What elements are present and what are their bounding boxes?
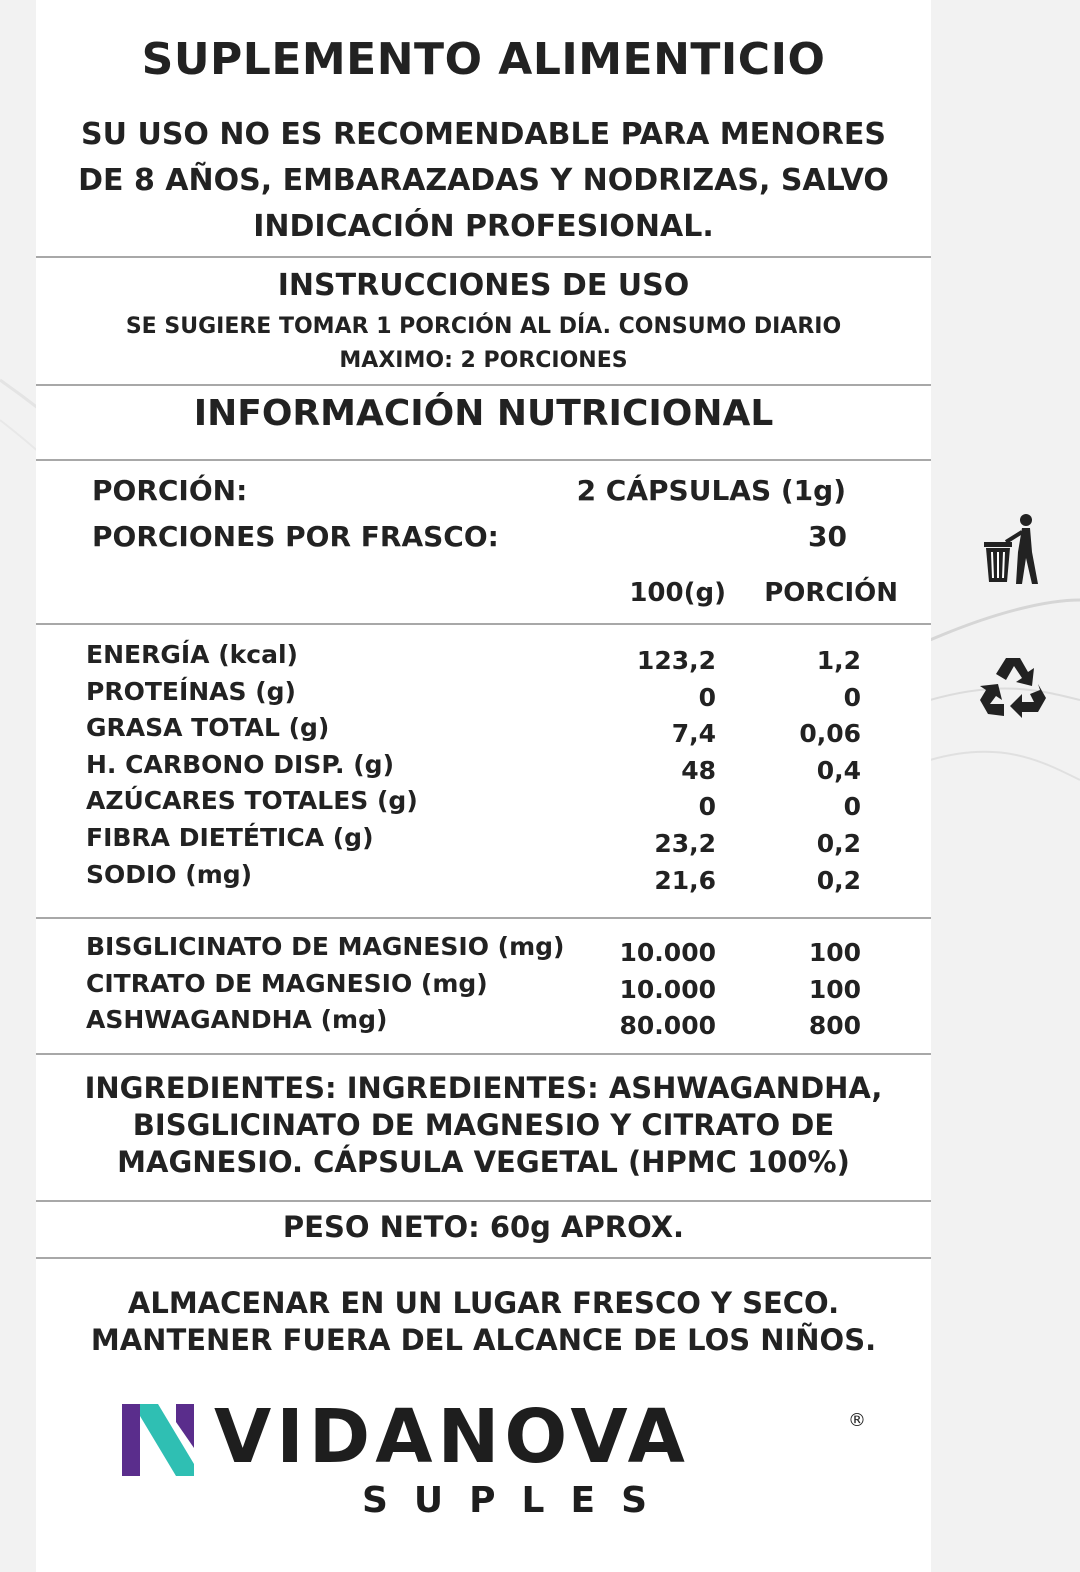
label-title: SUPLEMENTO ALIMENTICIO	[141, 34, 826, 85]
storage-line: ALMACENAR EN UN LUGAR FRESCO Y SECO.	[127, 1286, 840, 1320]
nutrient-value-100g: 7,4	[671, 719, 716, 749]
divider	[36, 1053, 931, 1055]
nutrient-row	[86, 1005, 876, 1041]
divider	[36, 623, 931, 625]
brand-logo	[122, 1394, 882, 1530]
divider	[36, 459, 931, 461]
nutrient-value-portion: 1,2	[816, 646, 861, 675]
usage-warning	[36, 112, 931, 250]
nutrient-name: BISGLICINATO DE MAGNESIO (mg)	[86, 932, 565, 961]
nutrient-name: ENERGÍA (kcal)	[86, 640, 298, 669]
servings-per-bottle-label: PORCIONES POR FRASCO:	[92, 520, 499, 553]
nutrition-label	[36, 0, 931, 1572]
serving-size-value: 2 CÁPSULAS (1g)	[576, 474, 846, 507]
nutrient-row	[86, 677, 876, 713]
nutrient-row	[86, 969, 876, 1005]
storage-instructions	[36, 1285, 931, 1359]
nutrient-row	[86, 786, 876, 822]
nutrient-name: ASHWAGANDHA (mg)	[86, 1005, 388, 1035]
nutrient-row	[86, 713, 876, 749]
nutrient-value-100g: 48	[681, 755, 716, 785]
net-weight: PESO NETO: 60g APROX.	[282, 1210, 685, 1244]
divider	[36, 1257, 931, 1259]
column-header-100g: 100(g)	[629, 578, 726, 608]
nutrient-value-100g: 10.000	[619, 938, 716, 967]
instructions-line: SE SUGIERE TOMAR 1 PORCIÓN AL DÍA. CONSUMO DIARIO	[125, 314, 842, 339]
nutrient-name: PROTEÍNAS (g)	[86, 676, 296, 706]
servings-per-bottle-value: 30	[808, 520, 847, 553]
nutrient-value-portion: 0,06	[799, 719, 861, 749]
instructions-heading: INSTRUCCIONES DE USO	[277, 268, 690, 303]
instructions-text	[36, 310, 931, 378]
nutrient-row	[86, 640, 876, 676]
divider	[36, 1200, 931, 1202]
nutrient-value-portion: 0,2	[816, 865, 861, 895]
nutrient-row	[86, 823, 876, 859]
warning-line: SU USO NO ES RECOMENDABLE PARA MENORES	[81, 117, 886, 152]
instructions-line: MAXIMO: 2 PORCIONES	[339, 348, 628, 373]
nutrient-name: H. CARBONO DISP. (g)	[86, 749, 394, 779]
nutrient-name: AZÚCARES TOTALES (g)	[86, 786, 418, 816]
nutrient-value-100g: 80.000	[619, 1011, 716, 1041]
divider	[36, 256, 931, 258]
nutrient-value-100g: 23,2	[654, 829, 716, 858]
ingredients-line: MAGNESIO. CÁPSULA VEGETAL (HPMC 100%)	[117, 1145, 850, 1179]
nutrient-row	[86, 750, 876, 786]
brand-name: VIDANOVA	[214, 1394, 690, 1480]
nutrient-value-portion: 0,2	[816, 829, 861, 858]
warning-line: DE 8 AÑOS, EMBARAZADAS Y NODRIZAS, SALVO	[78, 163, 889, 198]
divider	[36, 917, 931, 919]
recycle-icon	[976, 654, 1050, 724]
nutrition-heading: INFORMACIÓN NUTRICIONAL	[193, 393, 774, 434]
column-header-portion: PORCIÓN	[764, 578, 898, 608]
nutrient-name: FIBRA DIETÉTICA (g)	[86, 823, 374, 852]
nutrient-value-100g: 0	[698, 792, 716, 822]
nutrient-value-portion: 800	[808, 1011, 861, 1041]
ingredients-text	[36, 1070, 931, 1181]
trash-bin-icon	[982, 512, 1038, 588]
divider	[36, 384, 931, 386]
nutrient-row	[86, 932, 876, 968]
nutrient-name: SODIO (mg)	[86, 859, 253, 889]
brand-subtitle: SUPLES	[362, 1480, 674, 1521]
nutrient-value-portion: 100	[808, 974, 861, 1004]
nutrient-value-100g: 10.000	[619, 974, 716, 1004]
nutrient-name: CITRATO DE MAGNESIO (mg)	[86, 968, 488, 998]
registered-mark: ®	[848, 1410, 866, 1431]
nutrient-value-100g: 123,2	[636, 646, 716, 675]
nutrient-value-portion: 0	[843, 682, 861, 712]
nutrient-value-100g: 21,6	[654, 865, 716, 895]
ingredients-line: BISGLICINATO DE MAGNESIO Y CITRATO DE	[132, 1108, 835, 1142]
ingredients-line: INGREDIENTES: INGREDIENTES: ASHWAGANDHA,	[84, 1071, 883, 1105]
brand-mark-icon	[122, 1404, 194, 1476]
nutrient-value-portion: 0,4	[816, 755, 861, 785]
storage-line: MANTENER FUERA DEL ALCANCE DE LOS NIÑOS.	[90, 1323, 877, 1357]
nutrient-name: GRASA TOTAL (g)	[86, 713, 330, 743]
serving-size-label: PORCIÓN:	[92, 474, 248, 507]
warning-line: INDICACIÓN PROFESIONAL.	[253, 209, 714, 244]
nutrient-value-portion: 0	[843, 792, 861, 822]
nutrient-row	[86, 860, 876, 896]
nutrient-value-100g: 0	[698, 682, 716, 712]
nutrient-value-portion: 100	[808, 938, 861, 967]
